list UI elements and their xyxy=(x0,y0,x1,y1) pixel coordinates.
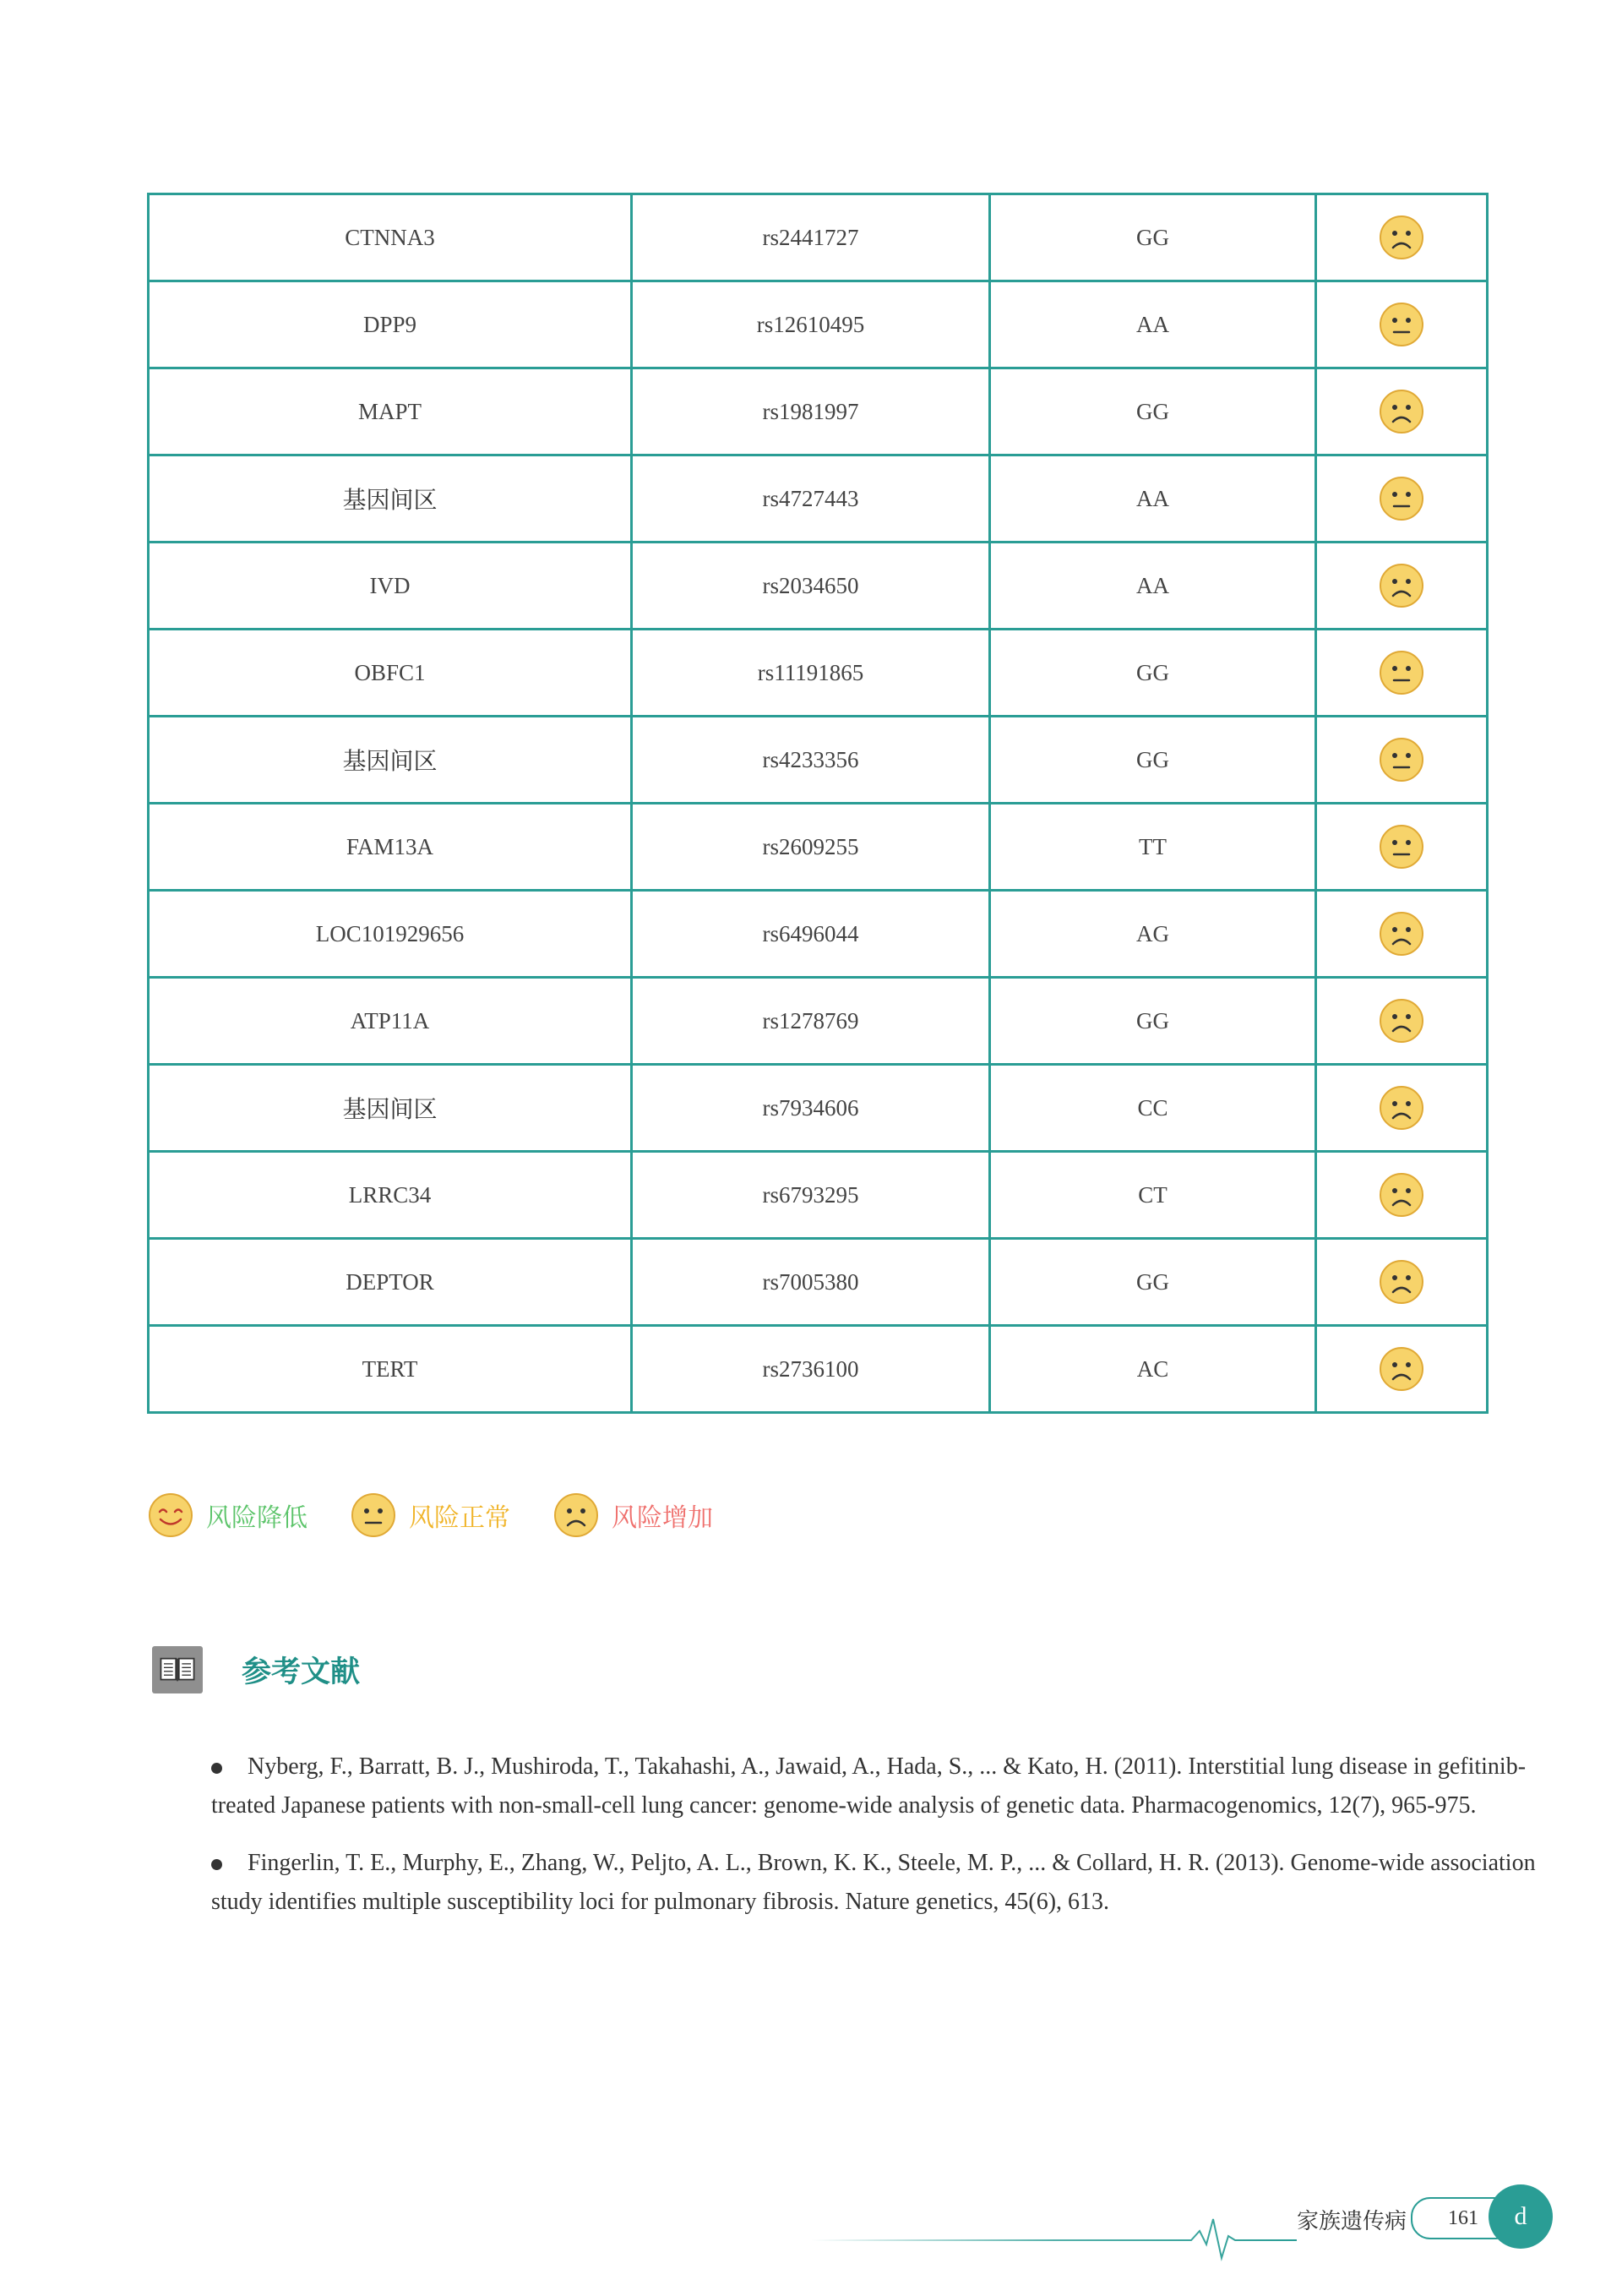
gene-cell: OBFC1 xyxy=(149,630,632,717)
risk-cell xyxy=(1316,804,1488,891)
sad-face-icon xyxy=(552,1492,600,1539)
page-number: 161 xyxy=(1411,2197,1516,2239)
genotype-cell: GG xyxy=(990,368,1316,455)
risk-cell xyxy=(1316,368,1488,455)
risk-cell xyxy=(1316,1152,1488,1239)
gene-cell: IVD xyxy=(149,543,632,630)
table-row xyxy=(149,543,1488,630)
gene-cell: ATP11A xyxy=(149,978,632,1065)
genotype-cell: AA xyxy=(990,281,1316,368)
references-title: 参考文献 xyxy=(242,1655,361,1689)
snp-cell: rs4233356 xyxy=(632,717,990,804)
reference-item xyxy=(211,1844,1538,1922)
gene-cell: 基因间区 xyxy=(149,717,632,804)
gene-cell: LOC101929656 xyxy=(149,891,632,978)
snp-cell: rs7934606 xyxy=(632,1065,990,1152)
risk-cell xyxy=(1316,1065,1488,1152)
genotype-cell: AA xyxy=(990,455,1316,543)
sad-face-icon xyxy=(1378,562,1425,609)
gene-cell: 基因间区 xyxy=(149,1065,632,1152)
legend-increased-label: 风险增加 xyxy=(612,1503,713,1533)
reference-text: Nyberg, F., Barratt, B. J., Mushiroda, T., Takahashi, A., Jawaid, A., Hada, S., ... & Kato, H. (2011). Interstitial lung disease in gefitinib-treated Japanese patients with non-small-cell lung cancer: genome-wide analysis of genetic data. Pharmacogenomics, 12(7), 965-975. xyxy=(211,1753,1527,1819)
legend-decreased xyxy=(147,1492,308,1539)
genotype-cell: GG xyxy=(990,717,1316,804)
snp-cell: rs6793295 xyxy=(632,1152,990,1239)
snp-cell: rs2736100 xyxy=(632,1326,990,1413)
snp-cell: rs2034650 xyxy=(632,543,990,630)
genotype-cell: CT xyxy=(990,1152,1316,1239)
genotype-table-body xyxy=(149,194,1488,1413)
neutral-face-icon xyxy=(1378,301,1425,348)
table-row xyxy=(149,1326,1488,1413)
bullet-icon xyxy=(211,1763,222,1774)
reference-text: Fingerlin, T. E., Murphy, E., Zhang, W., Peljto, A. L., Brown, K. K., Steele, M. P., ... & Collard, H. R. (2013). Genome-wide association study identifies multiple susceptibility loci for pulmonary fibrosis. Nature genetics, 45(6), 613. xyxy=(211,1850,1536,1915)
risk-cell xyxy=(1316,630,1488,717)
table-row xyxy=(149,1065,1488,1152)
gene-cell: FAM13A xyxy=(149,804,632,891)
book-icon xyxy=(152,1646,203,1693)
genotype-cell: CC xyxy=(990,1065,1316,1152)
neutral-face-icon xyxy=(1378,736,1425,783)
gene-cell: MAPT xyxy=(149,368,632,455)
genotype-table xyxy=(147,193,1489,1414)
risk-cell xyxy=(1316,891,1488,978)
gene-cell: TERT xyxy=(149,1326,632,1413)
sad-face-icon xyxy=(1378,997,1425,1044)
snp-cell: rs12610495 xyxy=(632,281,990,368)
legend-normal-label: 风险正常 xyxy=(409,1503,510,1533)
risk-cell xyxy=(1316,543,1488,630)
risk-cell xyxy=(1316,1239,1488,1326)
gene-cell: DEPTOR xyxy=(149,1239,632,1326)
genotype-cell: GG xyxy=(990,194,1316,281)
section-letter-badge: d xyxy=(1489,2184,1553,2249)
references-header xyxy=(152,1646,360,1693)
genotype-cell: GG xyxy=(990,978,1316,1065)
risk-cell xyxy=(1316,281,1488,368)
genotype-cell: TT xyxy=(990,804,1316,891)
risk-cell xyxy=(1316,194,1488,281)
table-row xyxy=(149,1152,1488,1239)
table-row xyxy=(149,1239,1488,1326)
genotype-cell: GG xyxy=(990,630,1316,717)
sad-face-icon xyxy=(1378,1345,1425,1393)
table-row xyxy=(149,368,1488,455)
table-row xyxy=(149,978,1488,1065)
neutral-face-icon xyxy=(1378,475,1425,522)
risk-cell xyxy=(1316,1326,1488,1413)
risk-legend xyxy=(147,1492,755,1539)
gene-cell: 基因间区 xyxy=(149,455,632,543)
risk-cell xyxy=(1316,717,1488,804)
sad-face-icon xyxy=(1378,1258,1425,1306)
sad-face-icon xyxy=(1378,1084,1425,1132)
sad-face-icon xyxy=(1378,214,1425,261)
snp-cell: rs7005380 xyxy=(632,1239,990,1326)
genotype-cell: AG xyxy=(990,891,1316,978)
sad-face-icon xyxy=(1378,388,1425,435)
genotype-cell: GG xyxy=(990,1239,1316,1326)
snp-cell: rs1981997 xyxy=(632,368,990,455)
genotype-cell: AC xyxy=(990,1326,1316,1413)
risk-cell xyxy=(1316,455,1488,543)
legend-normal xyxy=(350,1492,510,1539)
neutral-face-icon xyxy=(1378,649,1425,696)
table-row xyxy=(149,194,1488,281)
table-row xyxy=(149,891,1488,978)
table-row xyxy=(149,717,1488,804)
smile-face-icon xyxy=(147,1492,194,1539)
legend-decreased-label: 风险降低 xyxy=(206,1503,308,1533)
neutral-face-icon xyxy=(1378,823,1425,870)
legend-increased xyxy=(552,1492,713,1539)
gene-cell: DPP9 xyxy=(149,281,632,368)
references-list xyxy=(211,1748,1538,1940)
sad-face-icon xyxy=(1378,1171,1425,1219)
snp-cell: rs6496044 xyxy=(632,891,990,978)
reference-item xyxy=(211,1748,1538,1825)
snp-cell: rs1278769 xyxy=(632,978,990,1065)
snp-cell: rs2441727 xyxy=(632,194,990,281)
table-row xyxy=(149,455,1488,543)
footer-section-title: 家族遗传病 xyxy=(1297,2209,1407,2234)
sad-face-icon xyxy=(1378,910,1425,957)
neutral-face-icon xyxy=(350,1492,397,1539)
snp-cell: rs2609255 xyxy=(632,804,990,891)
snp-cell: rs11191865 xyxy=(632,630,990,717)
risk-cell xyxy=(1316,978,1488,1065)
snp-cell: rs4727443 xyxy=(632,455,990,543)
gene-cell: CTNNA3 xyxy=(149,194,632,281)
gene-cell: LRRC34 xyxy=(149,1152,632,1239)
table-row xyxy=(149,281,1488,368)
table-row xyxy=(149,804,1488,891)
bullet-icon xyxy=(211,1859,222,1870)
table-row xyxy=(149,630,1488,717)
genotype-cell: AA xyxy=(990,543,1316,630)
